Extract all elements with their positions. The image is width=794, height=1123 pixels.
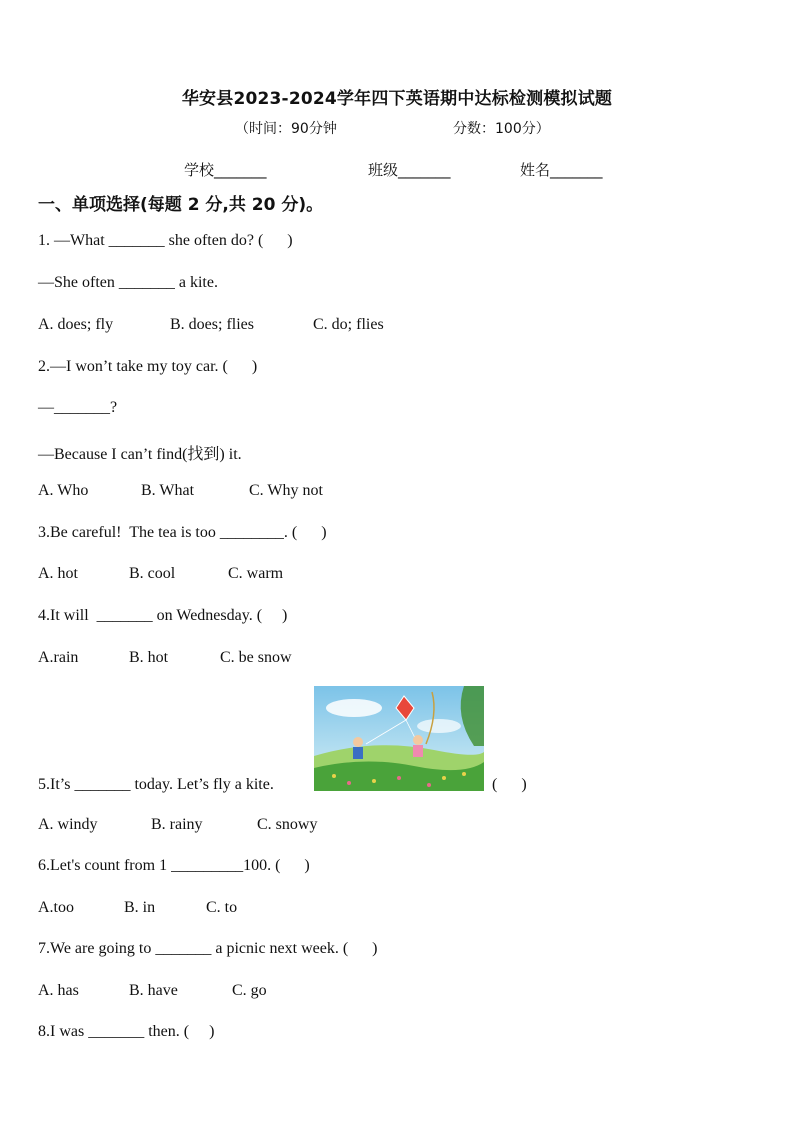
school-field: 学校_______	[184, 161, 267, 179]
question-3-option-b: B. cool	[129, 565, 176, 582]
question-7-stem: 7.We are going to _______ a picnic next week. ( )	[38, 940, 378, 957]
name-field: 姓名_______	[520, 161, 603, 179]
question-4-option-b: B. hot	[129, 649, 169, 666]
question-6-option-b: B. in	[124, 899, 156, 916]
question-6-option-c: C. to	[206, 899, 238, 916]
question-3-option-a: A. hot	[38, 565, 78, 582]
section-heading: 一、单项选择(每题 2 分,共 20 分)。	[38, 195, 324, 215]
question-5-answer-paren: ( )	[492, 776, 527, 793]
kite-scene-svg	[314, 686, 484, 791]
question-3-option-c: C. warm	[228, 565, 284, 582]
exam-score: 分数：100分）	[453, 121, 550, 137]
question-1-option-b: B. does; flies	[170, 316, 254, 333]
question-3-stem: 3.Be careful! The tea is too ________. ( )	[38, 524, 327, 541]
exam-time: （时间：90分钟	[235, 121, 337, 137]
question-2-stem: 2.—I won’t take my toy car. ( )	[38, 358, 258, 375]
question-5-option-a: A. windy	[38, 816, 98, 833]
question-2-line2: —_______?	[38, 399, 118, 416]
question-7-option-a: A. has	[38, 982, 79, 999]
kite-flying-picture	[314, 686, 484, 791]
question-6-option-a: A.too	[38, 899, 74, 916]
question-5-stem: 5.It’s _______ today. Let’s fly a kite.	[38, 776, 274, 793]
question-1-line2: —She often _______ a kite.	[38, 274, 218, 291]
question-2-option-a: A. Who	[38, 482, 89, 499]
question-6-stem: 6.Let's count from 1 _________100. ( )	[38, 857, 310, 874]
question-7-option-b: B. have	[129, 982, 178, 999]
question-2-line3: —Because I can’t find(找到) it.	[38, 446, 242, 463]
question-5-option-c: C. snowy	[257, 816, 318, 833]
question-2-option-b: B. What	[141, 482, 195, 499]
question-1-option-a: A. does; fly	[38, 316, 114, 333]
question-7-option-c: C. go	[232, 982, 267, 999]
question-2-option-c: C. Why not	[249, 482, 323, 499]
question-8-stem: 8.I was _______ then. ( )	[38, 1023, 215, 1040]
class-field: 班级_______	[368, 161, 451, 179]
question-4-option-c: C. be snow	[220, 649, 292, 666]
exam-title: 华安县2023-2024学年四下英语期中达标检测模拟试题	[181, 89, 613, 109]
question-4-stem: 4.It will _______ on Wednesday. ( )	[38, 607, 288, 624]
question-1-option-c: C. do; flies	[313, 316, 384, 333]
question-1-stem: 1. —What _______ she often do? ( )	[38, 232, 293, 249]
question-4-option-a: A.rain	[38, 649, 79, 666]
question-5-option-b: B. rainy	[151, 816, 203, 833]
